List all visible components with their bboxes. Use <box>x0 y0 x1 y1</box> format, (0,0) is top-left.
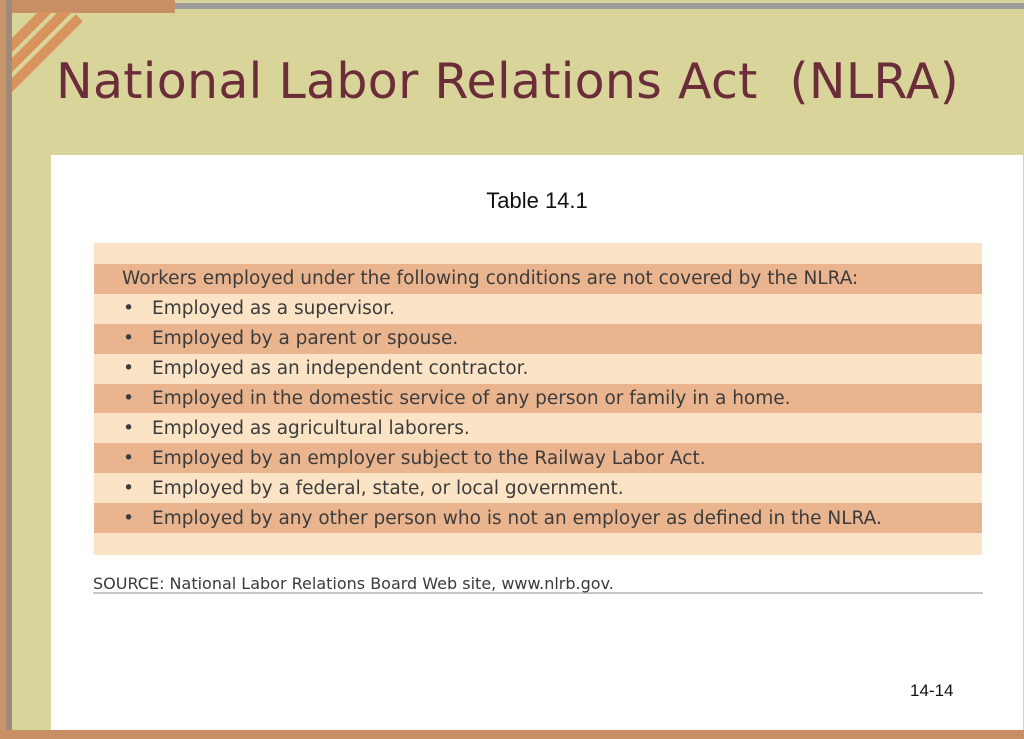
table-row-text: Employed in the domestic service of any person or family in a home. <box>152 388 791 409</box>
bottom-border-bar <box>0 730 1024 739</box>
table-row <box>94 443 982 473</box>
bullet-icon: • <box>123 358 134 380</box>
table-row <box>94 354 982 384</box>
table-row <box>94 294 982 324</box>
table-row-text: Employed by any other person who is not an employer as defined in the NLRA. <box>152 507 882 529</box>
table-row-text: Employed as a supervisor. <box>152 298 395 320</box>
table-row <box>94 384 982 414</box>
left-border-inner <box>6 0 12 739</box>
bullet-icon: • <box>123 328 134 350</box>
exclusions-table <box>94 243 982 555</box>
page-number: 14-14 <box>910 681 954 700</box>
table-caption: Table 14.1 <box>486 188 588 213</box>
bullet-icon: • <box>123 388 134 409</box>
table-row-text: Employed as an independent contractor. <box>152 358 529 380</box>
top-border-line <box>170 3 1024 9</box>
table-row-text: Employed by an employer subject to the Railway Labor Act. <box>152 447 706 469</box>
bullet-icon: • <box>123 417 134 439</box>
table-row <box>94 324 982 354</box>
bullet-icon: • <box>123 447 134 469</box>
table-row-text: Employed as agricultural laborers. <box>152 417 470 439</box>
table-source-note: SOURCE: National Labor Relations Board Web site, www.nlrb.gov. <box>93 574 983 594</box>
table-row <box>94 413 982 443</box>
bullet-icon: • <box>123 477 134 499</box>
table-header-text: Workers employed under the following conditions are not covered by the NLRA: <box>122 268 859 290</box>
slide-content-panel <box>51 155 1023 730</box>
table-row-text: Employed by a parent or spouse. <box>152 328 459 350</box>
slide-title: National Labor Relations Act (NLRA) <box>56 53 960 110</box>
table-row <box>94 503 982 533</box>
table-top-strip <box>94 243 982 264</box>
bullet-icon: • <box>123 298 134 320</box>
bullet-icon: • <box>123 507 134 529</box>
table-header-row <box>94 264 982 294</box>
table-row-text: Employed by a federal, state, or local government. <box>152 477 624 499</box>
table-row <box>94 473 982 503</box>
